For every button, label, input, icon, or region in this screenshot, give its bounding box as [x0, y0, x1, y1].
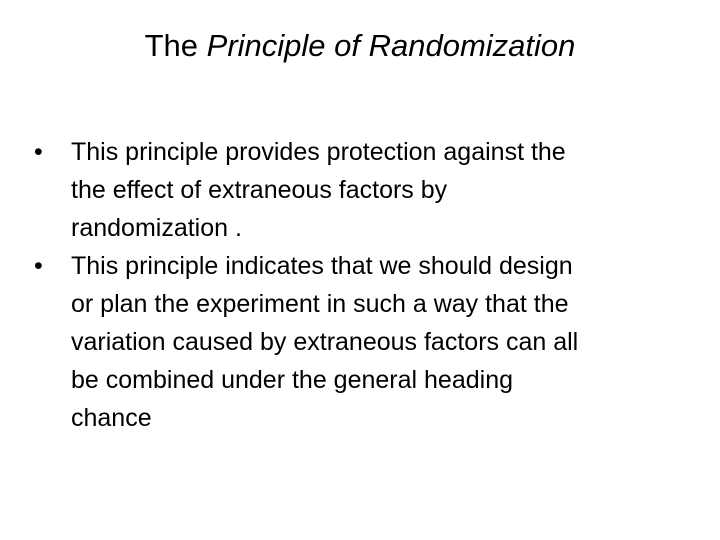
bullet-point-icon: • — [34, 138, 43, 166]
bullet-line: variation caused by extraneous factors can all — [71, 328, 579, 356]
bullet-list — [34, 133, 684, 437]
bullet-line: This principle indicates that we should design — [71, 252, 573, 280]
bullet-item — [34, 247, 684, 437]
slide-title — [0, 24, 720, 68]
title-text-plain: The — [144, 28, 207, 63]
bullet-point-icon: • — [34, 252, 43, 280]
bullet-line: chance — [71, 404, 152, 432]
bullet-line: This principle provides protection against the — [71, 138, 566, 166]
bullet-line: or plan the experiment in such a way that the — [71, 290, 569, 318]
bullet-line: be combined under the general heading — [71, 366, 514, 394]
title-text-italic: Principle of Randomization — [206, 28, 576, 63]
bullet-item — [34, 133, 684, 247]
bullet-line: randomization . — [71, 214, 242, 242]
bullet-line: the effect of extraneous factors by — [71, 176, 448, 204]
